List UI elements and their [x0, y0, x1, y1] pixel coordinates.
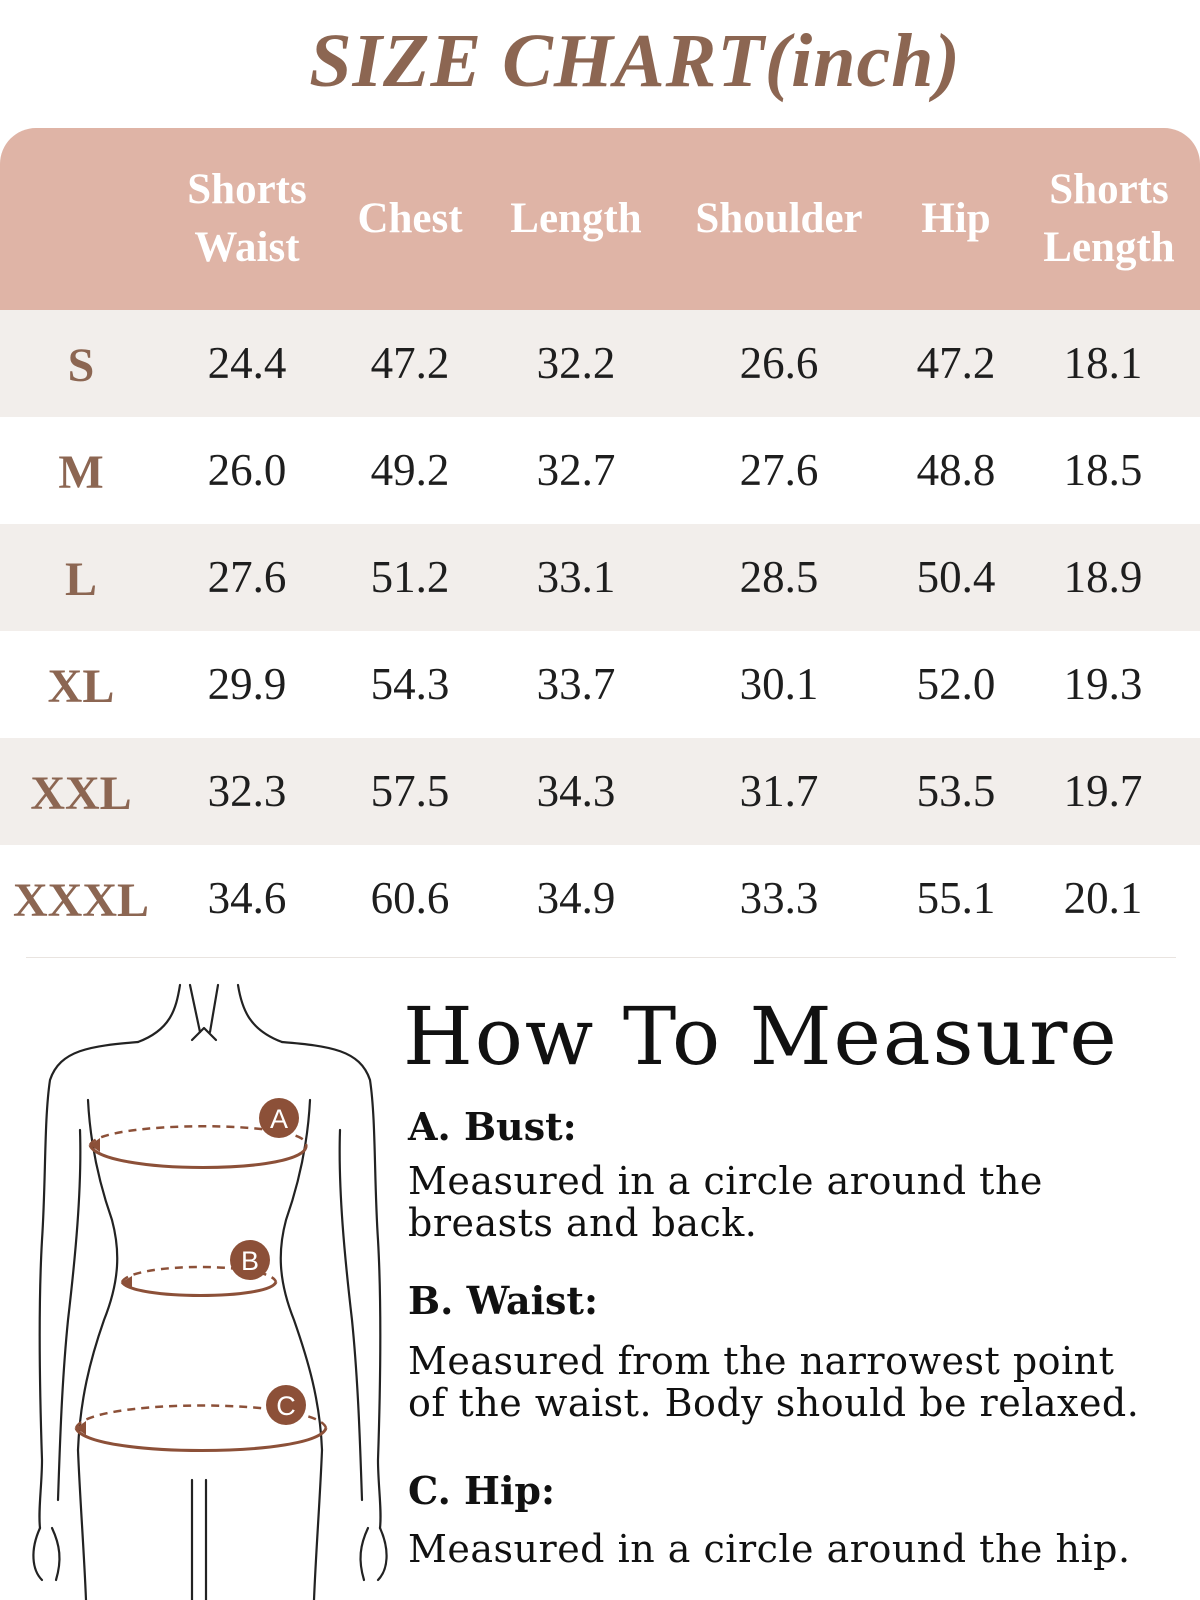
cell-shorts-waist: 27.6 [207, 552, 287, 602]
cell-shorts-waist: 29.9 [207, 659, 287, 709]
how-to-measure-title: How To Measure [403, 990, 1119, 1083]
cell-length: 33.1 [536, 552, 616, 602]
cell-length: 34.3 [536, 766, 616, 816]
size-label: XXXL [12, 874, 149, 927]
size-label: S [67, 339, 95, 392]
cell-shorts-length: 19.7 [1063, 766, 1143, 816]
size-label: XL [47, 660, 115, 713]
cell-length: 32.7 [536, 445, 616, 495]
bust-description: Measured in a circle around the breasts and back. [408, 1159, 1043, 1245]
table-row [0, 417, 1200, 524]
cell-hip: 47.2 [916, 338, 996, 388]
svg-text:C: C [276, 1391, 296, 1421]
table-row [0, 845, 1200, 952]
cell-chest: 54.3 [370, 659, 450, 709]
hip-heading: C. Hip: [408, 1468, 555, 1513]
cell-shoulder: 31.7 [739, 766, 819, 816]
cell-length: 32.2 [536, 338, 616, 388]
table-row [0, 310, 1200, 417]
cell-chest: 49.2 [370, 445, 450, 495]
header-chest: Chest [357, 195, 463, 242]
svg-text:A: A [269, 1104, 289, 1134]
divider [26, 957, 1176, 958]
cell-shorts-length: 18.9 [1063, 552, 1143, 602]
cell-shorts-length: 18.1 [1063, 338, 1143, 388]
cell-shorts-waist: 24.4 [207, 338, 287, 388]
cell-shoulder: 26.6 [739, 338, 819, 388]
waist-description: Measured from the narrowest point of the waist. Body should be relaxed. [408, 1339, 1140, 1425]
cell-shorts-waist: 26.0 [207, 445, 287, 495]
svg-text:B: B [240, 1246, 260, 1276]
body-outline-illustration [20, 980, 400, 1600]
header-shorts-length: Shorts Length [1043, 166, 1175, 271]
table-row [0, 738, 1200, 845]
cell-shoulder: 28.5 [739, 552, 819, 602]
size-label: L [64, 553, 97, 606]
cell-shorts-waist: 34.6 [207, 873, 287, 923]
cell-length: 34.9 [536, 873, 616, 923]
header-hip: Hip [921, 195, 991, 242]
page-title: SIZE CHART(inch) [309, 19, 961, 103]
marker-a [259, 1098, 299, 1138]
table-header [0, 128, 1200, 310]
hip-description: Measured in a circle around the hip. [408, 1527, 1131, 1571]
cell-hip: 52.0 [916, 659, 996, 709]
header-length: Length [510, 195, 642, 242]
table-row [0, 524, 1200, 631]
size-label: XXL [30, 767, 132, 820]
cell-chest: 60.6 [370, 873, 450, 923]
header-shoulder: Shoulder [695, 195, 863, 242]
size-label: M [58, 446, 104, 499]
cell-chest: 51.2 [370, 552, 450, 602]
cell-hip: 55.1 [916, 873, 996, 923]
cell-shoulder: 33.3 [739, 873, 819, 923]
cell-shorts-length: 19.3 [1063, 659, 1143, 709]
cell-hip: 50.4 [916, 552, 996, 602]
bust-heading: A. Bust: [408, 1104, 577, 1149]
marker-b [230, 1240, 270, 1280]
marker-c [266, 1385, 306, 1425]
cell-chest: 57.5 [370, 766, 450, 816]
header-shorts-waist: Shorts Waist [187, 166, 307, 271]
cell-shorts-length: 18.5 [1063, 445, 1143, 495]
table-row [0, 631, 1200, 738]
cell-shoulder: 30.1 [739, 659, 819, 709]
cell-shorts-length: 20.1 [1063, 873, 1143, 923]
cell-chest: 47.2 [370, 338, 450, 388]
cell-shorts-waist: 32.3 [207, 766, 287, 816]
waist-heading: B. Waist: [408, 1278, 598, 1323]
cell-shoulder: 27.6 [739, 445, 819, 495]
cell-length: 33.7 [536, 659, 616, 709]
cell-hip: 53.5 [916, 766, 996, 816]
cell-hip: 48.8 [916, 445, 996, 495]
